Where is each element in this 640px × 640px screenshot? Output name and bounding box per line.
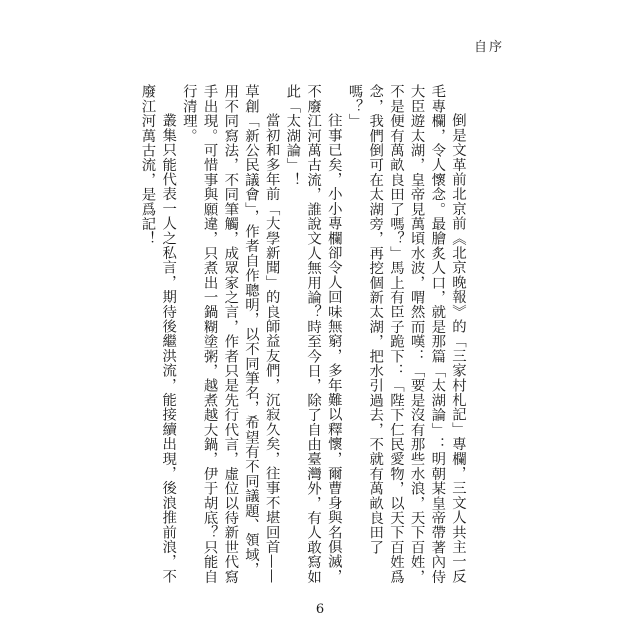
paragraph-4: 叢集只能代表一人之私言，期待後繼洪流，能接續出現，後浪推前浪，不廢江河萬古流，是爲記！: [139, 84, 177, 584]
running-header: 自序: [474, 40, 505, 55]
body-text: [139, 84, 468, 584]
page-number: 6: [315, 602, 325, 617]
paragraph-1: 倒是文革前北京前《北京晚報》的「三家村札記」專欄，三文人共主一反毛專欄，令人懷念。最膾炙人口，就是那篇「太湖論」：明朝某皇帝帶著內侍大臣遊太湖，皇帝見萬頃水波，喟然而嘆：「要是沒有那些水浪，天下百姓，不是便有萬畝良田了嗎？」馬上有臣子跪下：「陛下仁民愛物，以天下百姓爲念，我們倒可在太湖旁，再挖個新太湖，把水引過去，不就有萬畝良田了嗎？」: [346, 84, 466, 584]
paragraph-3: 當初和多年前「大學新聞」的良師益友們，沉寂久矣，往事不堪回首——草創「新公民議會」，作者自作聰明，以不同筆名，希望有不同議題、領域，用不同寫法，不同筆觸，成眾家之言，作者只是先行代言，虛位以待新世代寫手出現。可惜事與願違，只煮出一鍋糊塗粥，越煮越大鍋，伊于胡底？只能自行清理。: [180, 84, 280, 584]
paragraph-2: 往事已矣，小小專欄卻令人回味無窮，多年難以釋懷，爾曹身與名俱滅，不廢江河萬古流，誰說文人無用論？時至今日，除了自由臺灣外，有人敢寫如此「太湖論」！: [284, 84, 342, 584]
